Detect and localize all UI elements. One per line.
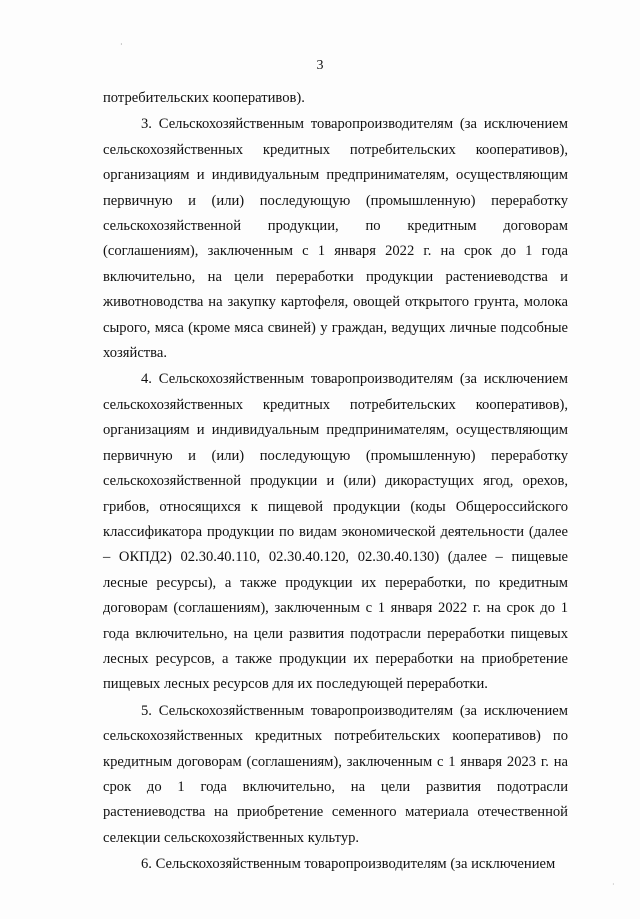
paragraph-5: 5. Сельскохозяйственным товаропроизводителям (за исключением сельскохозяйственных кредитных потребительских кооперативов) по кредитным договорам (соглашениям), заключенным с 1 января 2023 г. на срок до 1 года включительно, на цели развития подотрасли растениеводства на приобретение семенного материала отечественной селекции сельскохозяйственных культур. [103,702,568,846]
document-body [103,86,568,878]
scan-speck: · [612,880,615,889]
paragraph-2-continuation: потребительских кооперативов). [103,90,305,106]
scan-speck: · [120,40,123,49]
page-number: 3 [316,58,324,73]
paragraph-4: 4. Сельскохозяйственным товаропроизводителям (за исключением сельскохозяйственных кредитных потребительских кооперативов), организациям и индивидуальным предпринимателям, осуществляющим первичную и (или) последующую (промышленную) переработку сельскохозяйственной продукции и (или) дикорастущих ягод, орехов, грибов, относящихся к пищевой продукции (коды Общероссийского классификатора продукции по видам экономической деятельности (далее – ОКПД2) 02.30.40.110, 02.30.40.120, 02.30.40.130) (далее – пищевые лесные ресурсы), а также продукции их переработки, по кредитным договорам (соглашениям), заключенным с 1 января 2022 г. на срок до 1 года включительно, на цели развития подотрасли переработки пищевых лесных ресурсов, а также продукции их переработки на приобретение пищевых лесных ресурсов для их последующей переработки. [103,371,568,693]
paragraph-6: 6. Сельскохозяйственным товаропроизводителям (за исключением [141,856,556,873]
paragraph-3: 3. Сельскохозяйственным товаропроизводителям (за исключением сельскохозяйственных кредитных потребительских кооперативов), организациям и индивидуальным предпринимателям, осуществляющим первичную и (или) последующую (промышленную) переработку сельскохозяйственной продукции, по кредитным договорам (соглашениям), заключенным с 1 января 2022 г. на срок до 1 года включительно, на цели переработки продукции растениеводства и животноводства на закупку картофеля, овощей открытого грунта, молока сырого, мяса (кроме мяса свиней) у граждан, ведущих личные подсобные хозяйства. [103,116,568,362]
